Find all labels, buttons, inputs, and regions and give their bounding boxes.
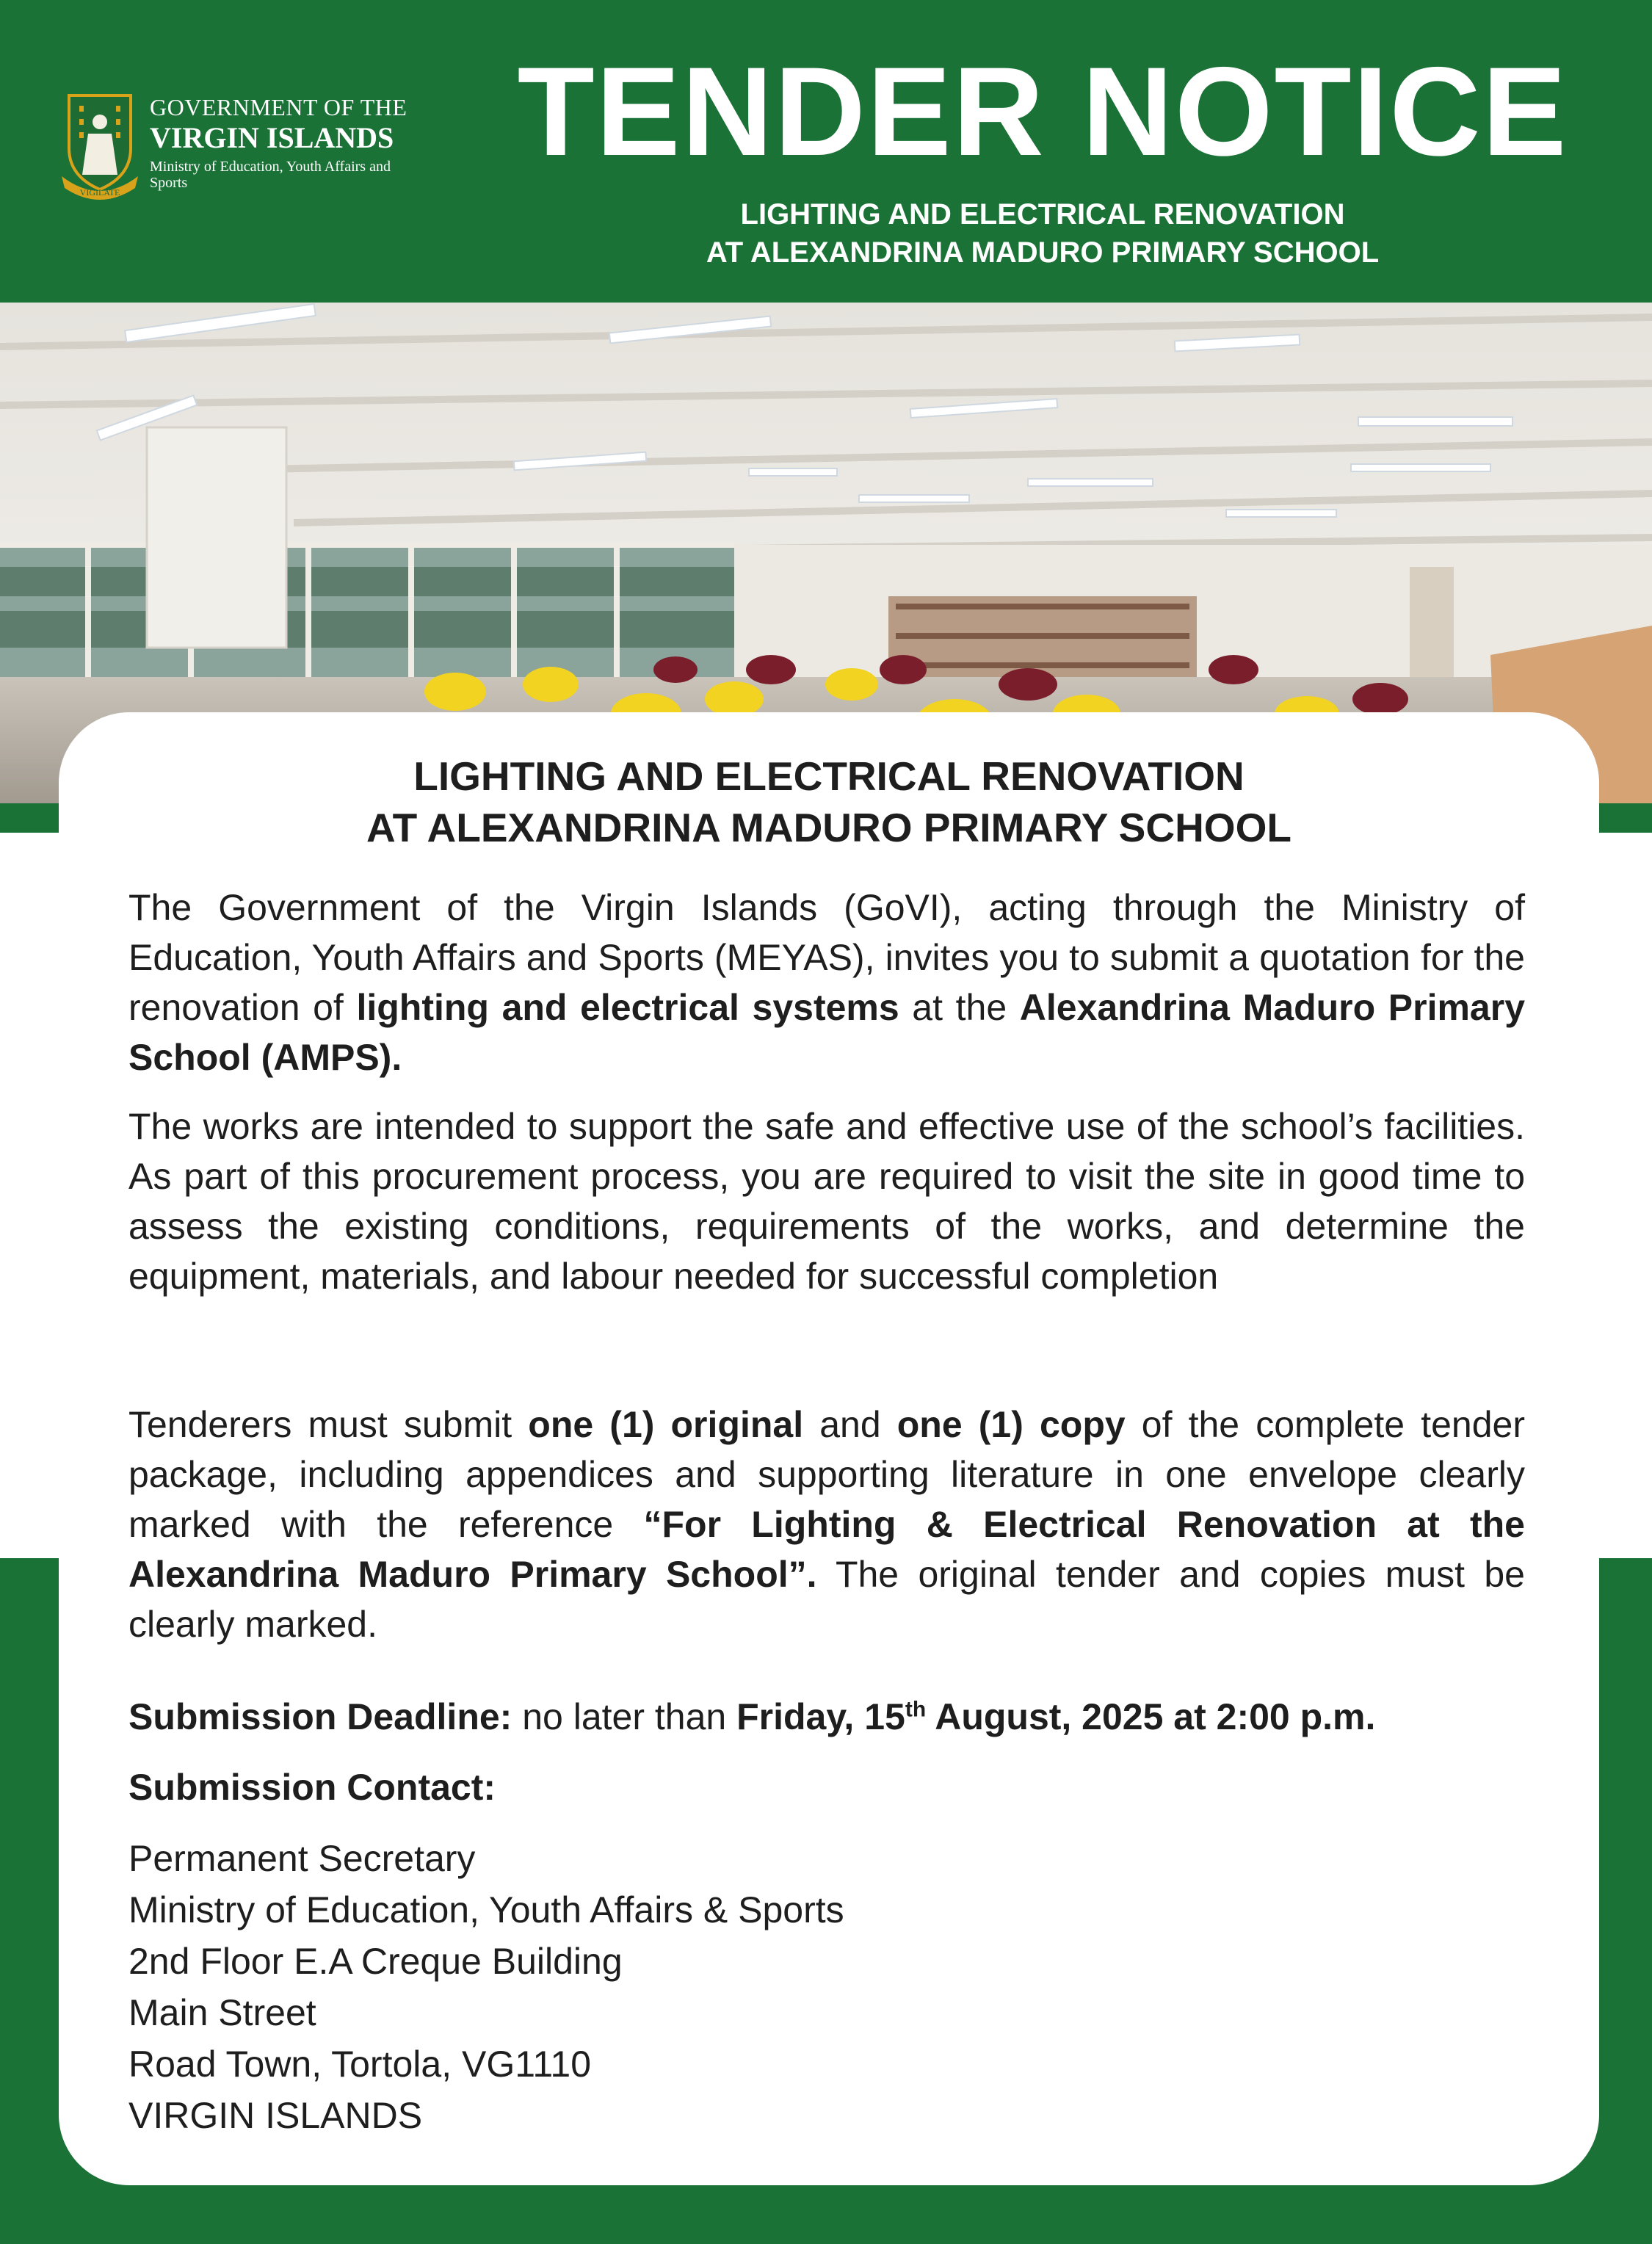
address-line: Main Street xyxy=(128,1992,316,2033)
svg-text:VIGILATE: VIGILATE xyxy=(79,187,120,198)
government-logo xyxy=(59,90,419,200)
intro-text: The Government of the Virgin Islands (GoVI), acting through the Ministry of Education, Youth Affairs and Sports (MEYAS), invites you to submit a quotation for the renovation of xyxy=(128,887,1525,1028)
deadline-ordinal: th xyxy=(905,1697,927,1722)
org-name-line1: GOVERNMENT OF THE xyxy=(150,94,407,120)
page-title: TENDER NOTICE xyxy=(517,41,1568,182)
ministry-name: Ministry of Education, Youth Affairs and Sports xyxy=(150,159,391,191)
submission-text-4: The original tender and copies must be clearly marked. xyxy=(128,1554,1525,1645)
submission-paragraph xyxy=(128,1400,1525,1649)
deadline-date xyxy=(736,1696,1375,1737)
contact-label: Submission Contact: xyxy=(128,1767,496,1808)
page-subtitle xyxy=(470,195,1615,272)
coat-of-arms-icon xyxy=(59,90,141,200)
address-line: Road Town, Tortola, VG1110 xyxy=(128,2044,592,2085)
works-paragraph: The works are intended to support the safe and effective use of the school’s facilities. As part of this procurement process, you are required to visit the site in good time to assess the existing conditions, requirements of the works, and determine the equipment, materials, and labour needed for successful completion xyxy=(128,1106,1525,1297)
intro-paragraph xyxy=(128,883,1525,1082)
deadline-label: Submission Deadline: xyxy=(128,1696,512,1737)
original-count-bold: one (1) original xyxy=(528,1404,804,1445)
org-name-line2: VIRGIN ISLANDS xyxy=(150,121,394,154)
subtitle-line2: AT ALEXANDRINA MADURO PRIMARY SCHOOL xyxy=(706,236,1380,269)
subtitle-line1: LIGHTING AND ELECTRICAL RENOVATION xyxy=(740,198,1345,231)
address-line: 2nd Floor E.A Creque Building xyxy=(128,1941,623,1982)
deadline-time: August, 2025 at 2:00 p.m. xyxy=(926,1696,1376,1737)
notice-heading xyxy=(59,750,1599,853)
submission-text-1: Tenderers must submit xyxy=(128,1404,529,1445)
copy-count-bold: one (1) copy xyxy=(896,1404,1126,1445)
deadline-day: Friday, 15 xyxy=(736,1696,905,1737)
intro-text-2: at the xyxy=(899,987,1020,1028)
deadline-connector: no later than xyxy=(512,1696,737,1737)
submission-text-2: and xyxy=(803,1404,897,1445)
notice-heading-line1: LIGHTING AND ELECTRICAL RENOVATION xyxy=(413,753,1245,799)
intro-school-bold: Alexandrina Maduro Primary School (AMPS). xyxy=(128,987,1526,1078)
envelope-reference-bold: “For Lighting & Electrical Renovation at the Alexandrina Maduro Primary School”. xyxy=(128,1504,1525,1595)
submission-deadline xyxy=(128,1692,1375,1742)
notice-heading-line2: AT ALEXANDRINA MADURO PRIMARY SCHOOL xyxy=(366,805,1291,850)
address-line: VIRGIN ISLANDS xyxy=(128,2095,423,2136)
address-line: Permanent Secretary xyxy=(128,1838,476,1879)
submission-text-3: of the complete tender package, including appendices and supporting literature in one envelope clearly marked with the reference xyxy=(128,1404,1525,1545)
contact-address xyxy=(128,1833,844,2141)
intro-scope-bold: lighting and electrical systems xyxy=(356,987,899,1028)
address-line: Ministry of Education, Youth Affairs & Sports xyxy=(128,1889,844,1930)
header-banner xyxy=(0,0,1652,303)
